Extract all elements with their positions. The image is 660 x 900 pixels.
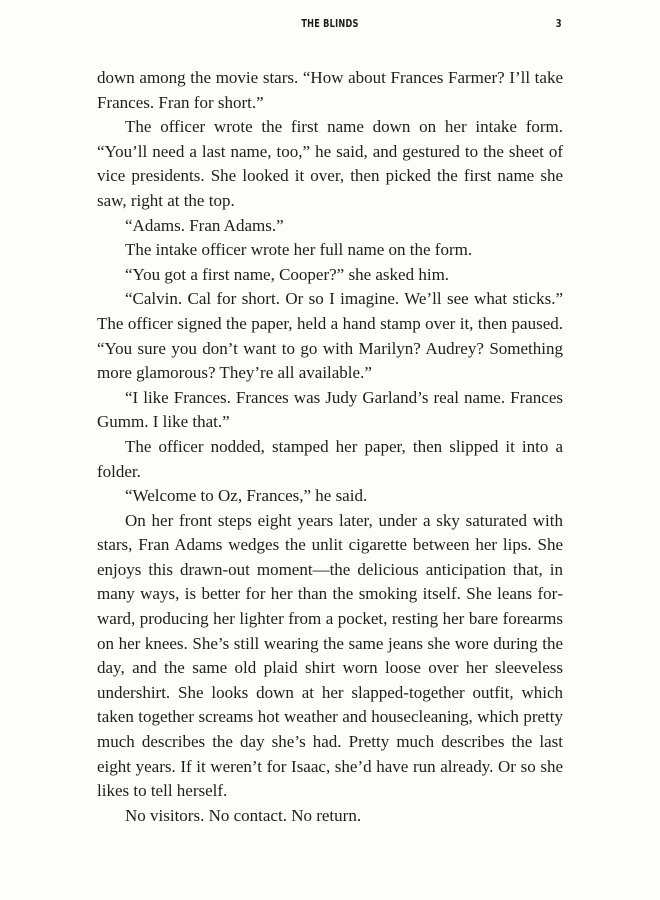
- paragraph: The officer wrote the first name down on her intake form. “You’ll need a last name, too,” he said, and gestured to the sheet of vice presidents. She looked it over, then picked the first name she saw, right at the top.: [97, 117, 563, 210]
- paragraph: The officer nodded, stamped her paper, then slipped it into a folder.: [97, 436, 563, 481]
- paragraph: down among the movie stars. “How about Frances Farmer? I’ll take Frances. Fran for short.”: [97, 68, 563, 112]
- running-title: THE BLINDS: [301, 18, 359, 30]
- page-number: 3: [556, 18, 563, 30]
- paragraph: “Welcome to Oz, Frances,” he said.: [125, 486, 368, 506]
- paragraph: “Adams. Fran Adams.”: [125, 215, 284, 235]
- paragraph: No visitors. No contact. No return.: [125, 805, 362, 825]
- paragraph: “You got a first name, Cooper?” she asked him.: [125, 264, 450, 284]
- body-text: [97, 66, 563, 828]
- running-head: [97, 16, 563, 36]
- paragraph: The intake officer wrote her full name on the form.: [125, 240, 473, 260]
- paragraph: On her front steps eight years later, under a sky saturated with stars, Fran Adams wedges the unlit cigarette between her lips. She enjoys this drawn-out moment—the delicious anticipation that, in many ways, is better for her than the smoking itself. She leans forward, producing her lighter from a pocket, resting her bare forearms on her knees. She’s still wearing the same jeans she wore during the day, and the same old plaid shirt worn loose over her sleeveless undershirt. She looks down at her slapped-together outfit, which taken together screams hot weather and housecleaning, which pretty much describes the day she’s had. Pretty much describes the last eight years. If it weren’t for Isaac, she’d have run already. Or so she likes to tell herself.: [97, 510, 563, 801]
- paragraph: “Calvin. Cal for short. Or so I imagine. We’ll see what sticks.” The officer signed the paper, held a hand stamp over it, then paused. “You sure you don’t want to go with Marilyn? Audrey? Something more glamorous? They’re all available.”: [97, 289, 563, 383]
- paragraph: “I like Frances. Frances was Judy Garland’s real name. Frances Gumm. I like that.”: [97, 387, 563, 432]
